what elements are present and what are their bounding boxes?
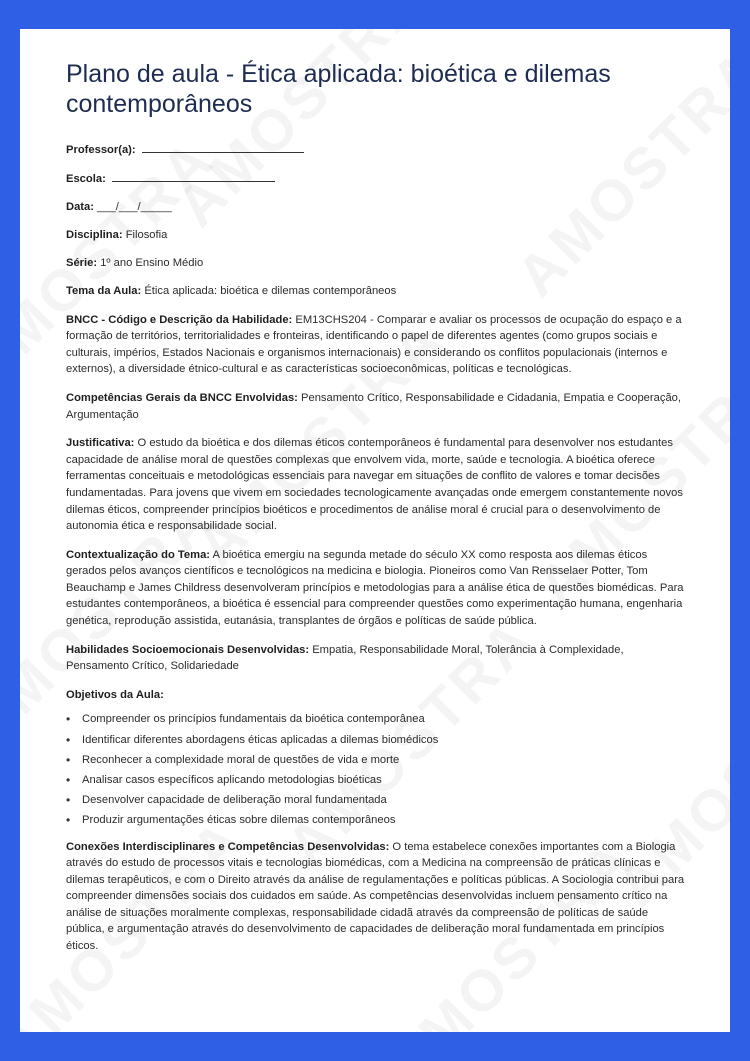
competencias-text: Pensamento Crítico, Responsabilidade e Cidadania, Empatia e Cooperação, Argumentação [66, 391, 681, 421]
serie-label: Série: [66, 257, 98, 270]
disciplina-value: Filosofia [125, 229, 168, 242]
competencias-label: Competências Gerais da BNCC Envolvidas: [66, 391, 298, 404]
conexoes-section [66, 839, 685, 955]
disciplina-label: Disciplina: [66, 229, 123, 242]
escola-field [66, 170, 685, 188]
justificativa-text: O estudo da bioética e dos dilemas éticos contemporâneos é fundamental para desenvolver nos estudantes capacidade de análise moral de questões complexas que envolvem vida, morte, saúde e tecnologia. A bioética oferece ferramentas conceituais e metodológicas essenciais para navegar em situações de conflito de valores e tomar decisões fundamentadas. Para jovens que vivem em sociedades tecnologicamente avançadas onde emergem constantemente novos dilemas éticos, compreender princípios bioéticos e procedimentos de análise moral é crucial para o desenvolvimento de autonomia ética e responsabilidade social. [66, 437, 683, 533]
serie-field [66, 255, 685, 272]
contextualizacao-text: A bioética emergiu na segunda metade do século XX como resposta aos dilemas éticos gerados pelos avanços científicos e tecnológicos na medicina e biologia. Pioneiros como Van Rensselaer Potter, Tom Beauchamp e James Childress desenvolveram princípios e metodologias para a análise ética de questões biomédicas. Para estudantes contemporâneos, a bioética é essencial para compreender questões como experimentação humana, engenharia genética, reprodução assistida, eutanásia, transplantes de órgãos e políticas de saúde pública. [66, 548, 684, 628]
document-page [20, 29, 730, 1032]
list-item: • Produzir argumentações éticas sobre dilemas contemporâneos [82, 812, 685, 829]
justificativa-label: Justificativa: [66, 437, 135, 450]
tema-label: Tema da Aula: [66, 285, 142, 298]
list-item: • Desenvolver capacidade de deliberação moral fundamentada [82, 792, 685, 809]
data-label: Data: [66, 201, 94, 214]
list-item: • Identificar diferentes abordagens éticas aplicadas a dilemas biomédicos [82, 732, 685, 749]
objetivos-heading [66, 687, 685, 704]
habilidades-label: Habilidades Socioemocionais Desenvolvidas: [66, 643, 310, 656]
bncc-text: EM13CHS204 - Comparar e avaliar os processos de ocupação do espaço e a formação de territórios, territorialidades e fronteiras, identificando o papel de diferentes agentes (como grupos sociais e culturais, impérios, Estados Nacionais e organismos internacionais) e considerando os conflitos populacionais (internos e externos), a diversidade étnico-cultural e as características socioeconômicas, políticas e tecnológicas. [66, 313, 682, 376]
list-item: • Reconhecer a complexidade moral de questões de vida e morte [82, 752, 685, 769]
contextualizacao-section [66, 547, 685, 630]
tema-field [66, 283, 685, 300]
escola-label: Escola: [66, 173, 106, 186]
habilidades-text: Empatia, Responsabilidade Moral, Tolerância à Complexidade, Pensamento Crítico, Solidariedade [66, 643, 624, 673]
header-fields [66, 141, 685, 300]
disciplina-field [66, 227, 685, 244]
document-content [20, 29, 730, 955]
tema-value: Ética aplicada: bioética e dilemas contemporâneos [144, 285, 397, 298]
contextualizacao-label: Contextualização do Tema: [66, 548, 211, 561]
justificativa-section [66, 435, 685, 535]
list-item: • Compreender os princípios fundamentais da bioética contemporânea [82, 711, 685, 728]
page-title: Plano de aula - Ética aplicada: bioética e dilemas contemporâneos [66, 60, 611, 118]
habilidades-section [66, 642, 685, 675]
professor-blank[interactable] [142, 141, 304, 153]
bncc-label: BNCC - Código e Descrição da Habilidade: [66, 313, 293, 326]
professor-field [66, 141, 685, 159]
bncc-section [66, 312, 685, 378]
data-field [66, 199, 685, 216]
conexoes-label: Conexões Interdisciplinares e Competências Desenvolvidas: [66, 840, 390, 853]
objetivos-label: Objetivos da Aula: [66, 688, 164, 701]
list-item: • Analisar casos específicos aplicando metodologias bioéticas [82, 772, 685, 789]
conexoes-text: O tema estabelece conexões importantes com a Biologia através do estudo de processos vitais e tecnologias biomédicas, com a Medicina na compreensão de práticas clínicas e dilemas terapêuticos, e com o Direito através da análise de regulamentações e políticas públicas. A Sociologia contribui para compreender dimensões sociais dos cuidados em saúde. As competências desenvolvidas incluem pensamento crítico na análise de situações moralmente complexas, responsabilidade cidadã através da compreensão de políticas de saúde pública, e argumentação através do desenvolvimento de capacidades de deliberação moral fundamentada em princípios éticos. [66, 840, 685, 953]
competencias-section [66, 390, 685, 423]
data-value[interactable]: ___/___/_____ [97, 201, 172, 214]
professor-label: Professor(a): [66, 144, 136, 156]
escola-blank[interactable] [112, 170, 275, 182]
serie-value: 1º ano Ensino Médio [100, 257, 204, 270]
objetivos-list [66, 711, 685, 828]
